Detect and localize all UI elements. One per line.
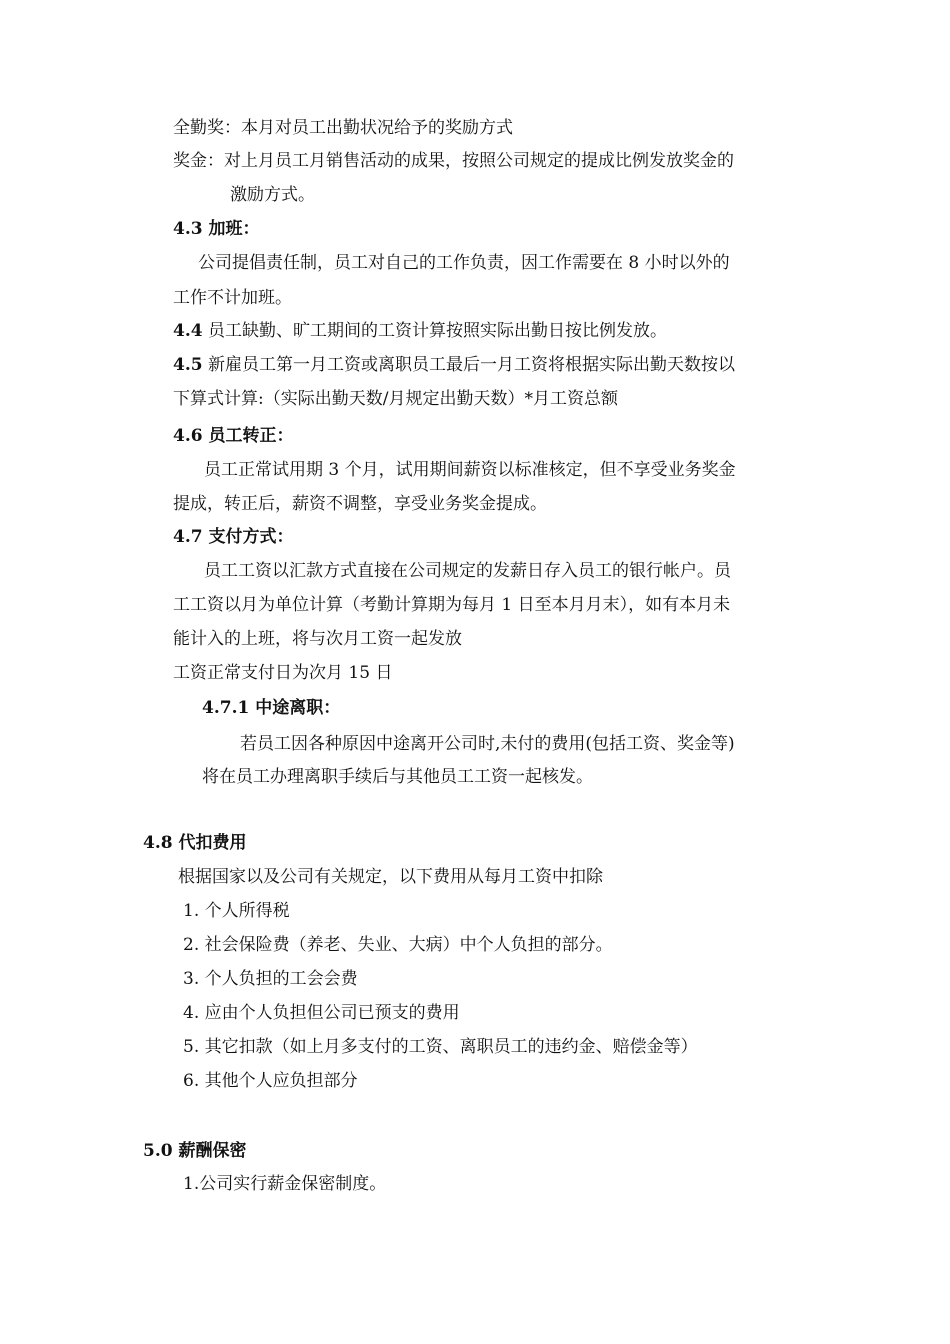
resignation-paragraph-line1: 若员工因各种原因中途离开公司时,未付的费用(包括工资、奖金等) xyxy=(240,734,735,754)
salary-formula-line: 下算式计算:（实际出勤天数/月规定出勤天数）*月工资总额 xyxy=(173,389,618,409)
probation-paragraph-line2: 提成，转正后，薪资不调整，享受业务奖金提成。 xyxy=(173,494,547,514)
payment-paragraph-line2: 工工资以月为单位计算（考勤计算期为每月 1 日至本月月末），如有本月未 xyxy=(173,595,731,615)
bonus-definition-line2: 激励方式。 xyxy=(230,185,315,205)
section-text-4-4: 员工缺勤、旷工期间的工资计算按照实际出勤日按比例发放。 xyxy=(202,321,667,341)
section-text-4-5: 新雇员工第一月工资或离职员工最后一月工资将根据实际出勤天数按以 xyxy=(202,355,735,375)
payment-paragraph-line3: 能计入的上班，将与次月工资一起发放 xyxy=(173,629,462,649)
deduction-item: 6. 其他个人应负担部分 xyxy=(183,1071,358,1091)
overtime-paragraph-line2: 工作不计加班。 xyxy=(173,288,292,308)
section-number-4-5: 4.5 xyxy=(173,355,203,375)
section-heading-4-3: 4.3 加班： xyxy=(173,219,260,239)
confidentiality-item: 1.公司实行薪金保密制度。 xyxy=(183,1174,387,1194)
deduction-item: 4. 应由个人负担但公司已预支的费用 xyxy=(183,1003,460,1023)
overtime-paragraph-line1: 公司提倡责任制，员工对自己的工作负责，因工作需要在 8 小时以外的 xyxy=(198,253,730,273)
section-heading-4-6: 4.6 员工转正： xyxy=(173,426,294,446)
deduction-item: 2. 社会保险费（养老、失业、大病）中个人负担的部分。 xyxy=(183,935,613,955)
payment-date-line: 工资正常支付日为次月 15 日 xyxy=(173,663,393,683)
resignation-paragraph-line2: 将在员工办理离职手续后与其他员工工资一起核发。 xyxy=(202,767,593,787)
section-number-4-4: 4.4 xyxy=(173,321,203,341)
probation-paragraph-line1: 员工正常试用期 3 个月，试用期间薪资以标准核定，但不享受业务奖金 xyxy=(204,460,736,480)
section-heading-4-7: 4.7 支付方式： xyxy=(173,527,294,547)
attendance-bonus-definition: 全勤奖：本月对员工出勤状况给予的奖励方式 xyxy=(173,118,513,138)
section-heading-5-0: 5.0 薪酬保密 xyxy=(143,1141,247,1161)
bonus-definition-line1: 奖金：对上月员工月销售活动的成果，按照公司规定的提成比例发放奖金的 xyxy=(173,151,734,171)
section-4-4 xyxy=(173,320,667,342)
deduction-item: 1. 个人所得税 xyxy=(183,901,290,921)
deduction-item: 3. 个人负担的工会会费 xyxy=(183,969,358,989)
deductions-intro: 根据国家以及公司有关规定，以下费用从每月工资中扣除 xyxy=(178,867,603,887)
section-heading-4-8: 4.8 代扣费用 xyxy=(143,833,247,853)
payment-paragraph-line1: 员工工资以汇款方式直接在公司规定的发薪日存入员工的银行帐户。员 xyxy=(204,561,731,581)
deduction-item: 5. 其它扣款（如上月多支付的工资、离职员工的违约金、赔偿金等） xyxy=(183,1037,698,1057)
section-4-5 xyxy=(173,354,735,376)
section-heading-4-7-1: 4.7.1 中途离职： xyxy=(202,698,341,718)
